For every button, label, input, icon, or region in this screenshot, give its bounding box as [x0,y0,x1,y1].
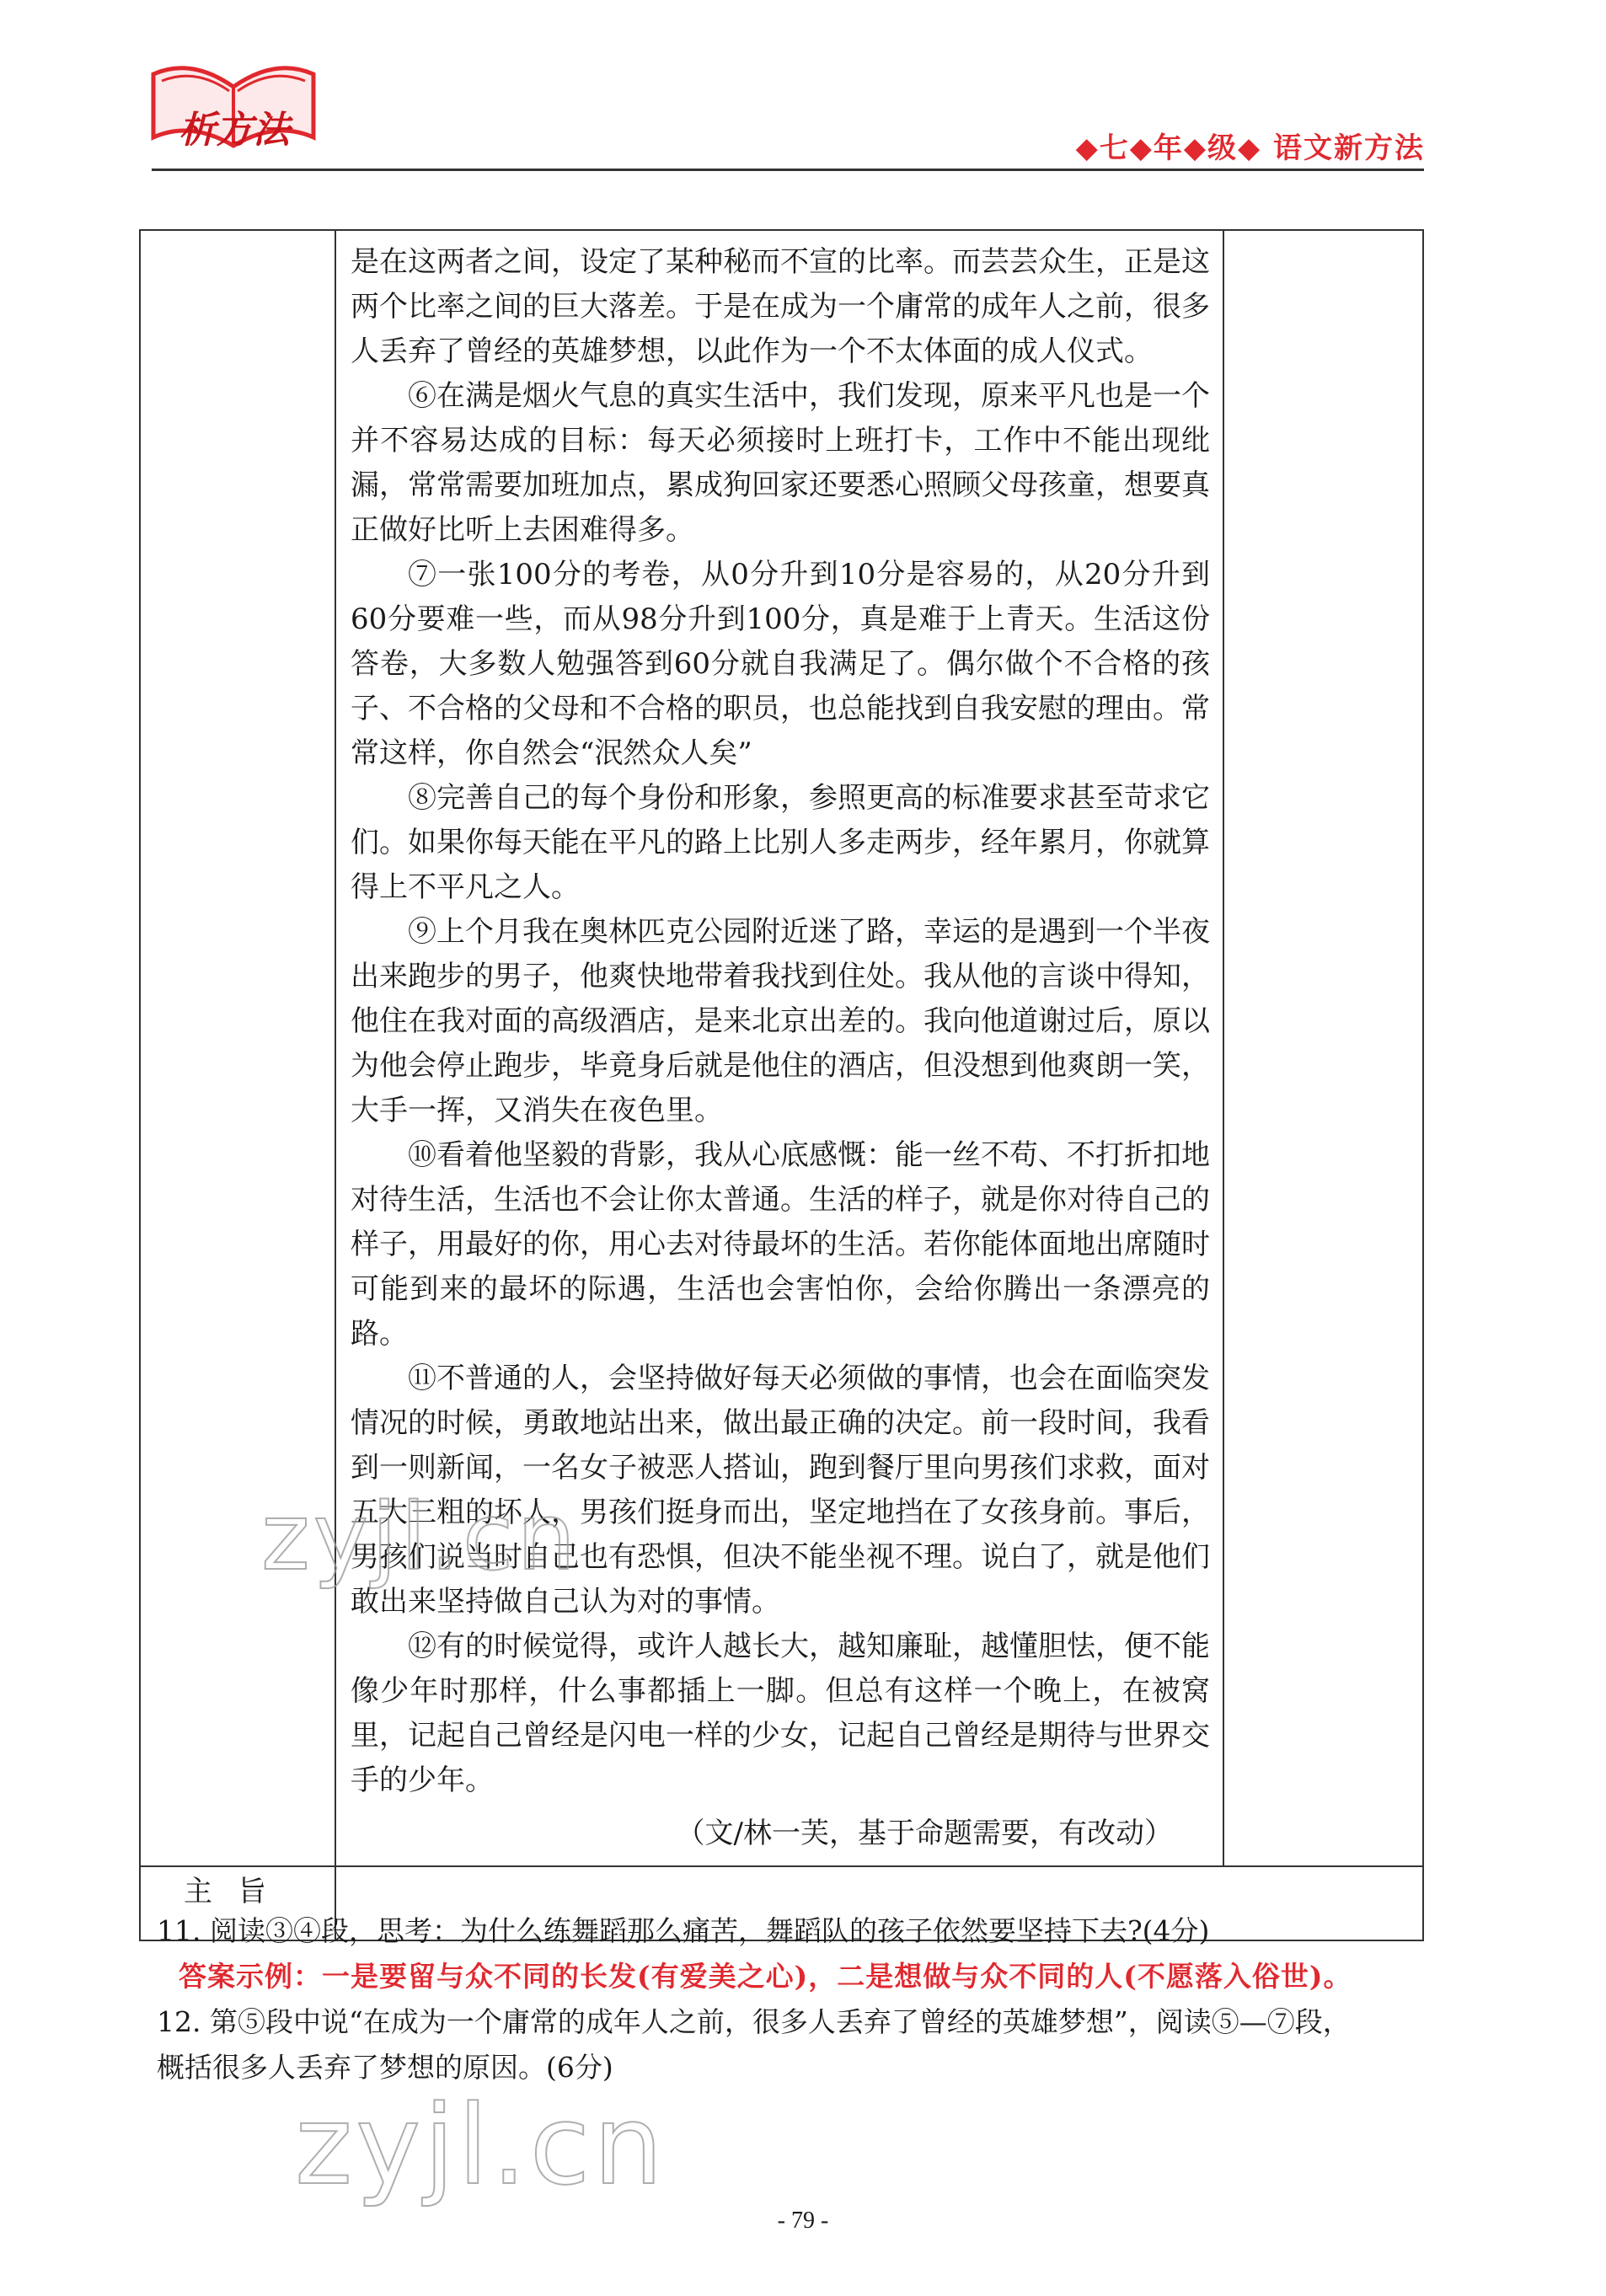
right-blank-cell [1223,230,1423,1866]
question-11: 11. 阅读③④段，思考：为什么练舞蹈那么痛苦，舞蹈队的孩子依然要坚持下去?(4分) [157,1914,1210,1947]
watermark: zyjl.cn [261,1483,580,1591]
watermark: zyjl.cn [295,2081,666,2209]
passage-row [140,230,1423,1866]
passage-paragraph: ⑨上个月我在奥林匹克公园附近迷了路，幸运的是遇到一个半夜出来跑步的男子，他爽快地带着我找到住处。我从他的言谈中得知，他住在我对面的高级酒店，是来北京出差的。我向他道谢过后，原以为他会停止跑步，毕竟身后就是他住的酒店，但没想到他爽朗一笑，大手一挥，又消失在夜色里。 [351,915,1210,1127]
passage-paragraph: ⑪不普通的人，会坚持做好每天必须做的事情，也会在面临突发情况的时候，勇敢地站出来，做出最正确的决定。前一段时间，我看到一则新闻，一名女子被恶人搭讪，跑到餐厅里向男孩们求救，面对五大三粗的坏人，男孩们挺身而出，坚定地挡在了女孩身前。事后，男孩们说当时自己也有恐惧，但决不能坐视不理。说白了，就是他们敢出来坚持做自己认为对的事情。 [351,1362,1210,1619]
passage [337,232,1222,1865]
theme-label: 主旨 [140,1866,335,1940]
question-11-answer: 答案示例：一是要留与众不同的长发(有爱美之心)，二是想做与众不同的人(不愿落入俗世)。 [179,1960,1352,1993]
question-12-continued: 概括很多人丢弃了梦想的原因。(6分) [157,2051,613,2084]
passage-cell [335,230,1223,1866]
passage-paragraph: ⑧完善自己的每个身份和形象，参照更高的标准要求甚至苛求它们。如果你每天能在平凡的路上比别人多走两步，经年累月，你就算得上不平凡之人。 [351,781,1210,904]
passage-paragraph: ⑩看着他坚毅的背影，我从心底感慨：能一丝不苟、不打折扣地对待生活，生活也不会让你太普通。生活的样子，就是你对待自己的样子，用最好的你，用心去对待最坏的生活。若你能体面地出席随时可能到来的最坏的际遇，生活也会害怕你，会给你腾出一条漂亮的路。 [351,1138,1210,1351]
header-title: ◆七◆年◆级◆ 语文新方法 [1075,131,1425,165]
reading-table [139,229,1424,1941]
passage-paragraph: ⑫有的时候觉得，或许人越长大，越知廉耻，越懂胆怯，便不能像少年时那样，什么事都插上一脚。但总有这样一个晚上，在被窝里，记起自己曾经是闪电一样的少女，记起自己曾经是期待与世界交手的少年。 [351,1630,1210,1797]
left-blank-cell [140,230,335,1866]
passage-paragraph: ⑦一张100分的考卷，从0分升到10分是容易的，从20分升到60分要难一些，而从98分升到100分，真是难于上青天。生活这份答卷，大多数人勉强答到60分就自我满足了。偶尔做个不合格的孩子、不合格的父母和不合格的职员，也总能找到自我安慰的理由。常常这样，你自然会“泯然众人矣” [351,558,1210,770]
passage-paragraph: ⑥在满是烟火气息的真实生活中，我们发现，原来平凡也是一个并不容易达成的目标：每天必须接时上班打卡，工作中不能出现纰漏，常常需要加班加点，累成狗回家还要悉心照顾父母孩童，想要真正做好比听上去困难得多。 [351,379,1210,547]
passage-paragraph: 是在这两者之间，设定了某种秘而不宣的比率。而芸芸众生，正是这两个比率之间的巨大落差。于是在成为一个庸常的成年人之前，很多人丢弃了曾经的英雄梦想，以此作为一个不太体面的成人仪式。 [351,245,1210,368]
question-12: 12. 第⑤段中说“在成为一个庸常的成年人之前，很多人丢弃了曾经的英雄梦想”，阅读⑤—⑦段， [157,2005,1351,2038]
questions [157,1908,1429,2090]
logo-text: 析方法 [179,109,290,152]
logo [145,57,322,167]
passage-source: （文/林一芙，基于命题需要，有改动） [676,1817,1173,1850]
page-number: - 79 - [777,2208,829,2234]
header-divider [152,169,1424,171]
